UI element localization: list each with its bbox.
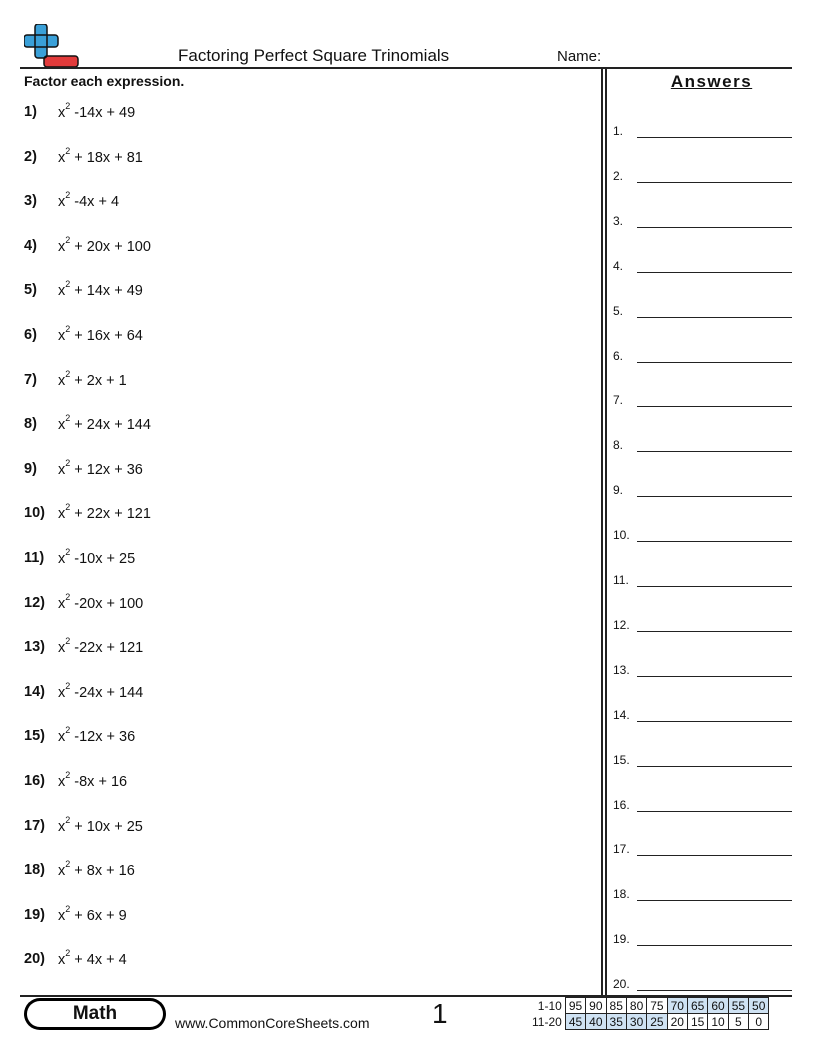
problem-expression: $x^2$ -10x + 25 xyxy=(58,547,136,567)
score-cell: 55 xyxy=(728,998,748,1014)
answer-number: 16. xyxy=(613,797,630,812)
problem-item xyxy=(24,637,143,657)
answer-line[interactable] xyxy=(637,721,792,722)
answer-number: 19. xyxy=(613,932,630,947)
score-row-label: 1-10 xyxy=(537,998,562,1013)
answer-number: 11. xyxy=(613,573,629,587)
answer-line[interactable] xyxy=(637,586,792,587)
problem-number: 1) xyxy=(24,104,37,120)
header-rule xyxy=(20,67,792,69)
worksheet-title: Factoring Perfect Square Trinomials xyxy=(178,46,450,65)
problem-number: 16) xyxy=(24,773,45,789)
problem-expression: $x^2 + 2x + 1$ xyxy=(58,368,127,389)
answer-number: 7. xyxy=(613,393,624,408)
problem-item xyxy=(24,325,143,345)
problem-expression: $x^2 + 12x + 36$ xyxy=(58,457,143,478)
problem-number: 17) xyxy=(24,817,45,834)
plus-minus-logo-icon xyxy=(24,24,80,68)
answer-line[interactable] xyxy=(637,137,792,138)
problem-number: 11) xyxy=(24,550,45,566)
answer-blank[interactable] xyxy=(613,616,792,632)
answer-number: 8. xyxy=(613,438,624,453)
problem-item xyxy=(24,860,135,880)
answer-line[interactable] xyxy=(637,451,792,452)
problem-expression: $x^2 + 8x + 16$ xyxy=(58,859,135,880)
problem-number: 12) xyxy=(24,594,45,611)
answer-number: 1. xyxy=(613,124,624,138)
problem-item xyxy=(24,593,143,613)
answer-number: 12. xyxy=(613,617,630,632)
problem-expression: $x^2$ -8x + 16 xyxy=(58,770,128,790)
problem-number: 14) xyxy=(24,683,45,700)
score-cell: 0 xyxy=(749,1014,769,1030)
answer-blank[interactable] xyxy=(613,302,792,318)
score-cell: 45 xyxy=(565,1014,585,1030)
answer-line[interactable] xyxy=(637,990,792,991)
score-cell: 65 xyxy=(687,998,707,1014)
answer-line[interactable] xyxy=(637,406,792,407)
problem-item xyxy=(24,102,135,122)
score-cell: 90 xyxy=(586,998,606,1014)
problem-item xyxy=(24,370,127,390)
score-cell: 50 xyxy=(749,998,769,1014)
problem-expression: $x^2 + 16x + 64$ xyxy=(58,324,143,344)
problem-number: 19) xyxy=(24,906,45,923)
column-divider xyxy=(601,69,607,995)
answer-blank[interactable] xyxy=(613,526,792,542)
answer-line[interactable] xyxy=(637,855,792,856)
answer-blank[interactable] xyxy=(613,571,792,587)
answer-line[interactable] xyxy=(637,496,792,497)
answer-line[interactable] xyxy=(637,182,792,183)
problem-number: 10) xyxy=(24,505,45,522)
answer-number: 3. xyxy=(613,213,624,228)
problem-item xyxy=(24,280,143,300)
name-label: Name: xyxy=(557,48,602,65)
problem-item xyxy=(24,771,127,791)
problem-number: 8) xyxy=(24,416,37,433)
answer-number: 2. xyxy=(613,168,624,183)
problem-number: 20) xyxy=(24,951,45,968)
answer-number: 13. xyxy=(613,662,630,677)
problem-item xyxy=(24,905,127,925)
answers-heading: Answers xyxy=(670,72,753,91)
answer-blank[interactable] xyxy=(613,481,792,497)
answer-line[interactable] xyxy=(637,811,792,812)
problem-expression: $x^2$ -24x + 144 xyxy=(58,680,144,701)
problem-number: 13) xyxy=(24,639,45,656)
problem-expression: $x^2 + 10x + 25$ xyxy=(58,814,143,835)
answer-line[interactable] xyxy=(637,541,792,542)
answer-blank[interactable] xyxy=(613,885,792,901)
score-cell: 75 xyxy=(647,998,667,1014)
score-cell: 30 xyxy=(626,1014,646,1030)
problem-expression: $x^2$ -14x + 49 xyxy=(58,101,136,121)
answer-blank[interactable] xyxy=(613,436,792,452)
problem-expression: $x^2 + 4x + 4$ xyxy=(58,948,127,969)
answer-blank[interactable] xyxy=(613,796,792,812)
problem-item xyxy=(24,414,151,434)
score-cell: 10 xyxy=(708,1014,728,1030)
answer-line[interactable] xyxy=(637,227,792,228)
problem-number: 6) xyxy=(24,327,37,343)
answer-line[interactable] xyxy=(637,900,792,901)
answer-blank[interactable] xyxy=(613,257,792,273)
answer-number: 17. xyxy=(613,842,630,857)
answer-blank[interactable] xyxy=(613,840,792,856)
answer-blank[interactable] xyxy=(613,751,792,767)
instructions: Factor each expression. xyxy=(24,73,185,89)
problem-item xyxy=(24,726,135,746)
answer-number: 4. xyxy=(613,258,624,273)
score-table xyxy=(529,997,769,1030)
math-badge-label: Math xyxy=(27,1001,163,1027)
answer-number: 14. xyxy=(613,707,630,722)
score-row xyxy=(529,998,769,1014)
score-cell: 80 xyxy=(626,998,646,1014)
problem-expression: $x^2 + 18x + 81$ xyxy=(58,145,143,166)
problem-number: 4) xyxy=(24,237,37,254)
page-number: 1 xyxy=(432,998,448,1029)
answer-blank[interactable] xyxy=(613,167,792,183)
problem-item xyxy=(24,682,143,702)
answer-number: 10. xyxy=(613,528,630,543)
answer-number: 9. xyxy=(613,483,624,498)
score-cell: 85 xyxy=(606,998,626,1014)
answer-line[interactable] xyxy=(637,631,792,632)
score-cell: 95 xyxy=(565,998,585,1014)
score-row-label: 11-20 xyxy=(532,1014,562,1029)
problem-number: 9) xyxy=(24,460,37,477)
answer-line[interactable] xyxy=(637,317,792,318)
score-cell: 25 xyxy=(647,1014,667,1030)
answer-number: 15. xyxy=(613,752,630,767)
answer-blank[interactable] xyxy=(613,347,792,363)
problem-expression: $x^2$ -12x + 36 xyxy=(58,725,136,746)
answer-blank[interactable] xyxy=(613,930,792,946)
problem-expression: $x^2 + 6x + 9$ xyxy=(58,903,127,924)
answer-line[interactable] xyxy=(637,766,792,767)
answer-number: 20. xyxy=(613,977,630,992)
score-cell: 40 xyxy=(586,1014,606,1030)
problem-item xyxy=(24,236,151,256)
answer-blank[interactable] xyxy=(613,706,792,722)
problem-item xyxy=(24,548,135,568)
problem-expression: $x^2 + 22x + 121$ xyxy=(58,502,151,523)
problem-expression: $x^2$ -22x + 121 xyxy=(58,636,144,657)
problem-expression: $x^2$ -4x + 4 xyxy=(58,190,120,211)
score-cell: 70 xyxy=(667,998,687,1014)
score-row xyxy=(529,1014,769,1030)
problem-item xyxy=(24,147,143,167)
problem-number: 15) xyxy=(24,728,45,745)
answer-blank[interactable] xyxy=(613,391,792,407)
problem-number: 2) xyxy=(24,148,37,165)
answer-number: 5. xyxy=(613,303,624,318)
answer-blank[interactable] xyxy=(613,661,792,677)
answer-number: 18. xyxy=(613,887,630,902)
problem-expression: $x^2 + 14x + 49$ xyxy=(58,279,143,300)
score-cell: 5 xyxy=(728,1014,748,1030)
problem-item xyxy=(24,459,143,479)
problem-number: 7) xyxy=(24,371,37,388)
problem-item xyxy=(24,191,119,211)
problem-number: 18) xyxy=(24,862,45,879)
score-cell: 35 xyxy=(606,1014,626,1030)
score-cell: 20 xyxy=(667,1014,687,1030)
answer-number: 6. xyxy=(613,348,624,363)
answer-blank[interactable] xyxy=(613,212,792,228)
score-cell: 60 xyxy=(708,998,728,1014)
answer-line[interactable] xyxy=(637,362,792,363)
answer-line[interactable] xyxy=(637,676,792,677)
answer-line[interactable] xyxy=(637,272,792,273)
website-link[interactable]: www.CommonCoreSheets.com xyxy=(175,1015,370,1031)
problem-item xyxy=(24,949,127,969)
problem-expression: $x^2$ -20x + 100 xyxy=(58,591,144,612)
score-cell: 15 xyxy=(687,1014,707,1030)
answer-blank[interactable] xyxy=(613,975,792,991)
problem-item xyxy=(24,816,143,836)
answer-line[interactable] xyxy=(637,945,792,946)
problem-number: 3) xyxy=(24,193,37,210)
answer-blank[interactable] xyxy=(613,122,792,138)
problem-number: 5) xyxy=(24,282,37,299)
math-badge xyxy=(24,998,166,1030)
problem-item xyxy=(24,503,151,523)
problem-expression: $x^2 + 24x + 144$ xyxy=(58,413,151,434)
problem-expression: $x^2 + 20x + 100$ xyxy=(58,234,151,255)
